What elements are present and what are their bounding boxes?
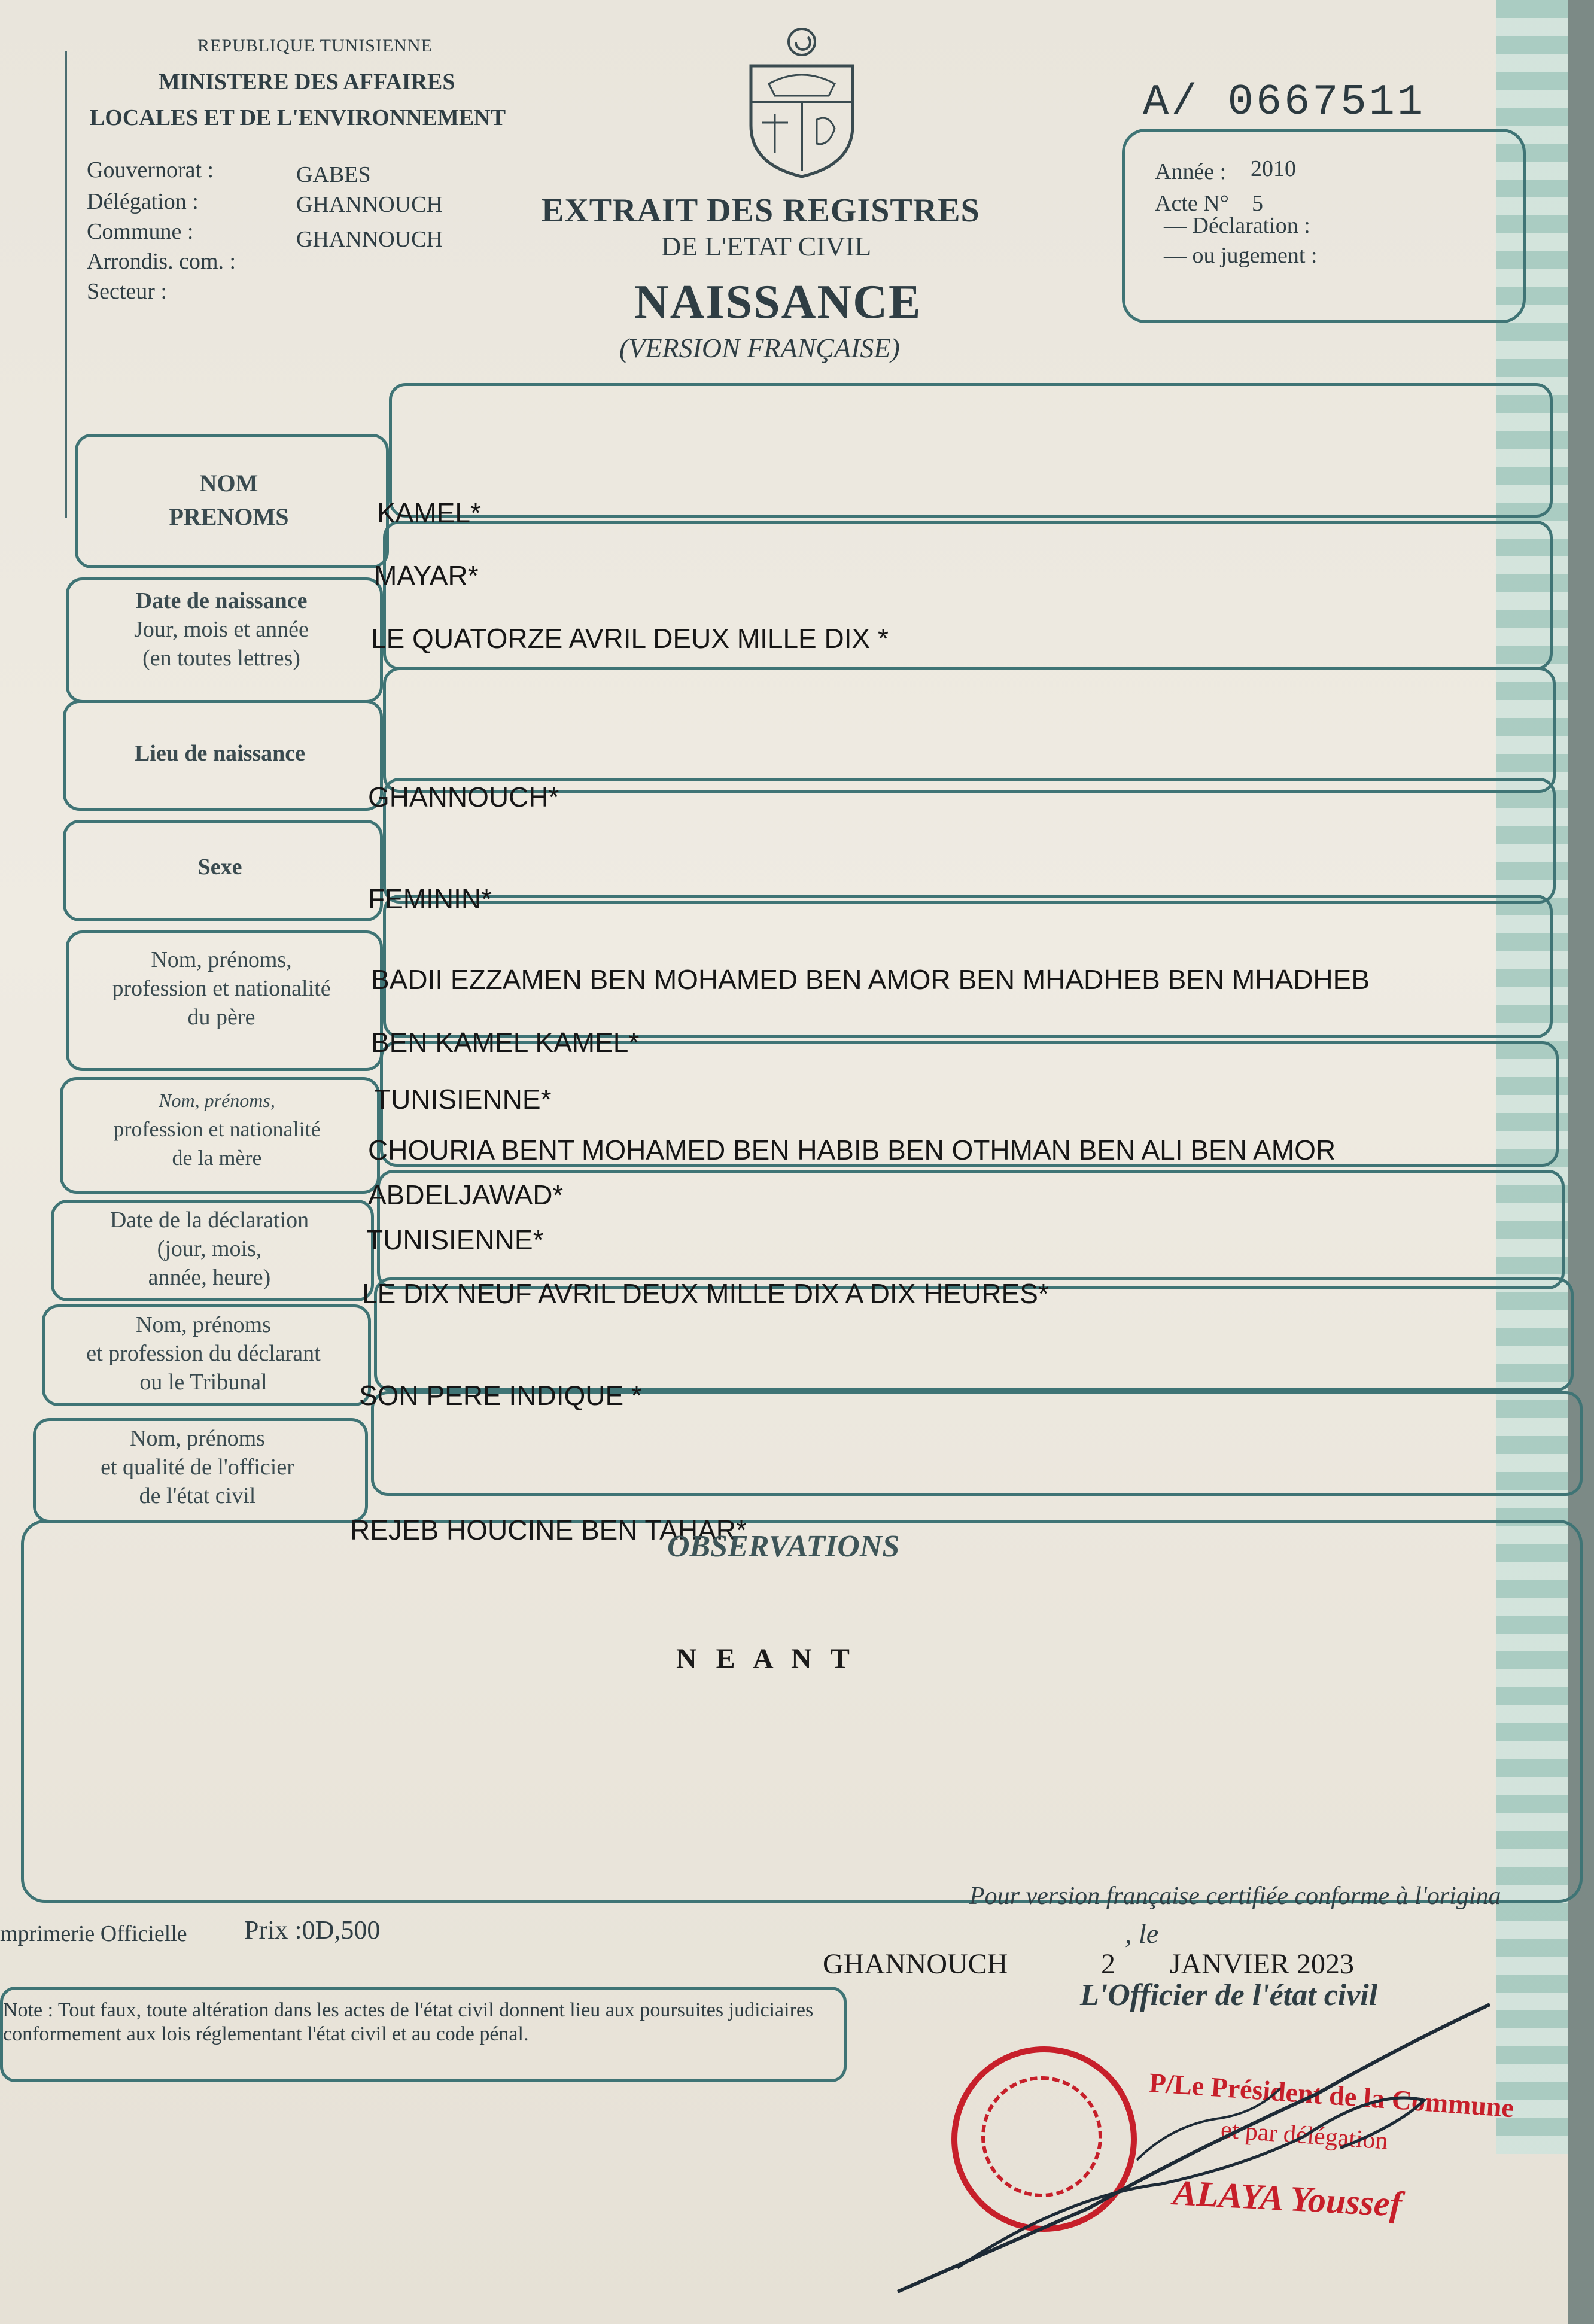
label-date-declaration-l3: année, heure) xyxy=(148,1265,271,1290)
gouvernorat-label: Gouvernorat : xyxy=(87,157,214,182)
serial-number: A/ 0667511 xyxy=(1143,78,1426,127)
document-title-version: (VERSION FRANÇAISE) xyxy=(619,333,900,363)
label-date-declaration-l1: Date de la déclaration xyxy=(109,1207,309,1233)
label-pere-l2: profession et nationalité xyxy=(112,976,331,1001)
left-margin-rule xyxy=(65,51,67,518)
label-officier xyxy=(33,1424,362,1510)
le-text: , le xyxy=(1125,1918,1159,1949)
secteur-label: Secteur : xyxy=(87,279,168,304)
entry-lieu: GHANNOUCH* xyxy=(368,781,559,813)
label-declarant xyxy=(42,1310,365,1397)
label-sexe: Sexe xyxy=(197,854,242,880)
label-declarant-l2: et profession du déclarant xyxy=(86,1341,321,1366)
label-mere-l3: de la mère xyxy=(172,1146,262,1170)
label-mere-l1: Nom, prénoms, xyxy=(159,1090,275,1111)
label-pere-l1: Nom, prénoms, xyxy=(151,947,292,972)
acte-label: Acte N° xyxy=(1155,191,1229,216)
entry-date-declaration: LE DIX NEUF AVRIL DEUX MILLE DIX A DIX HEURES* xyxy=(362,1278,1049,1309)
label-date-naissance-l1: Date de naissance xyxy=(135,588,308,613)
label-nom-prenoms xyxy=(75,467,383,534)
entry-declarant: SON PERE INDIQUE * xyxy=(359,1380,642,1411)
coat-of-arms-icon xyxy=(739,24,865,180)
entry-sexe: FEMININ* xyxy=(368,883,492,914)
arrondissement-label: Arrondis. com. : xyxy=(87,249,236,274)
entry-mere-line2: ABDELJAWAD* xyxy=(368,1179,564,1210)
signature-icon xyxy=(886,1969,1532,2304)
stamp-line1: P/Le Président de la Commune xyxy=(1148,2067,1515,2124)
note-text: Note : Tout faux, toute altération dans les actes de l'état civil donnent lieu aux poursuites judiciaires conformement aux lois réglementant l'état civil et au code pénal. xyxy=(3,1999,814,2045)
ministry-line1: MINISTERE DES AFFAIRES xyxy=(159,69,455,95)
delegation-value: GHANNOUCH xyxy=(296,192,443,217)
label-date-naissance xyxy=(66,586,377,673)
observations-box xyxy=(21,1520,1583,1903)
entry-date-naissance: LE QUATORZE AVRIL DEUX MILLE DIX * xyxy=(371,623,889,654)
label-officier-l3: de l'état civil xyxy=(139,1483,256,1508)
label-declarant-l3: ou le Tribunal xyxy=(139,1370,267,1395)
acte-value: 5 xyxy=(1252,191,1263,216)
certification-text: Pour version française certifiée conforme à l'origina xyxy=(969,1882,1501,1910)
imprimerie-text: mprimerie Officielle xyxy=(0,1921,187,1946)
label-mere xyxy=(60,1086,374,1172)
label-date-naissance-l2: Jour, mois et année xyxy=(134,617,309,642)
row-value-box-lieu xyxy=(383,667,1556,793)
label-pere xyxy=(66,945,377,1032)
label-date-declaration xyxy=(51,1206,368,1292)
prix-text: Prix :0D,500 xyxy=(244,1915,381,1945)
label-officier-l2: et qualité de l'officier xyxy=(101,1455,294,1480)
entry-nom: KAMEL* xyxy=(377,497,481,528)
commune-value: GHANNOUCH xyxy=(296,227,443,252)
label-date-naissance-l3: (en toutes lettres) xyxy=(142,646,300,671)
label-mere-l2: profession et nationalité xyxy=(113,1117,321,1141)
observations-heading: OBSERVATIONS xyxy=(667,1529,900,1563)
ministry-line2: LOCALES ET DE L'ENVIRONNEMENT xyxy=(90,105,506,130)
entry-pere-line1: BADII EZZAMEN BEN MOHAMED BEN AMOR BEN MHADHEB BEN MHADHEB xyxy=(371,964,1370,995)
declaration-label: — Déclaration : xyxy=(1164,213,1310,238)
row-value-box-nom xyxy=(389,383,1553,518)
commune-label: Commune : xyxy=(87,219,194,244)
label-declarant-l1: Nom, prénoms xyxy=(136,1312,271,1337)
officier-title: L'Officier de l'état civil xyxy=(1080,1978,1378,2012)
stamp-name: ALAYA Youssef xyxy=(1172,2173,1403,2224)
entry-pere-line2: BEN KAMEL KAMEL* xyxy=(371,1027,640,1058)
label-lieu: Lieu de naissance xyxy=(134,741,306,766)
gouvernorat-value: GABES xyxy=(296,162,371,187)
entry-prenoms: MAYAR* xyxy=(374,560,479,591)
label-pere-l3: du père xyxy=(187,1005,255,1030)
date-month-year: JANVIER 2023 xyxy=(1170,1948,1354,1980)
annee-value: 2010 xyxy=(1251,156,1296,181)
entry-officier: REJEB HOUCINE BEN TAHAR* xyxy=(350,1514,747,1546)
place-text: GHANNOUCH xyxy=(823,1948,1008,1980)
republic-heading: REPUBLIQUE TUNISIENNE xyxy=(197,36,433,56)
document-title-line2: DE L'ETAT CIVIL xyxy=(661,231,872,261)
document-title-main: NAISSANCE xyxy=(634,276,922,328)
entry-observations: N E A N T xyxy=(676,1643,856,1675)
stamp-line2: et par délégation xyxy=(1219,2116,1389,2155)
date-day: 2 xyxy=(1101,1948,1115,1980)
label-nom: NOM xyxy=(199,470,258,497)
document-title-line1: EXTRAIT DES REGISTRES xyxy=(542,192,980,229)
entry-pere-nationalite: TUNISIENNE* xyxy=(374,1084,552,1115)
entry-mere-nationalite: TUNISIENNE* xyxy=(366,1224,544,1255)
label-officier-l1: Nom, prénoms xyxy=(130,1426,265,1451)
annee-label: Année : xyxy=(1155,159,1227,184)
entry-mere-line1: CHOURIA BENT MOHAMED BEN HABIB BEN OTHMAN BEN ALI BEN AMOR xyxy=(368,1134,1336,1166)
label-date-declaration-l2: (jour, mois, xyxy=(157,1236,262,1261)
jugement-label: — ou jugement : xyxy=(1164,243,1318,268)
delegation-label: Délégation : xyxy=(87,189,199,214)
label-prenoms: PRENOMS xyxy=(169,503,289,530)
